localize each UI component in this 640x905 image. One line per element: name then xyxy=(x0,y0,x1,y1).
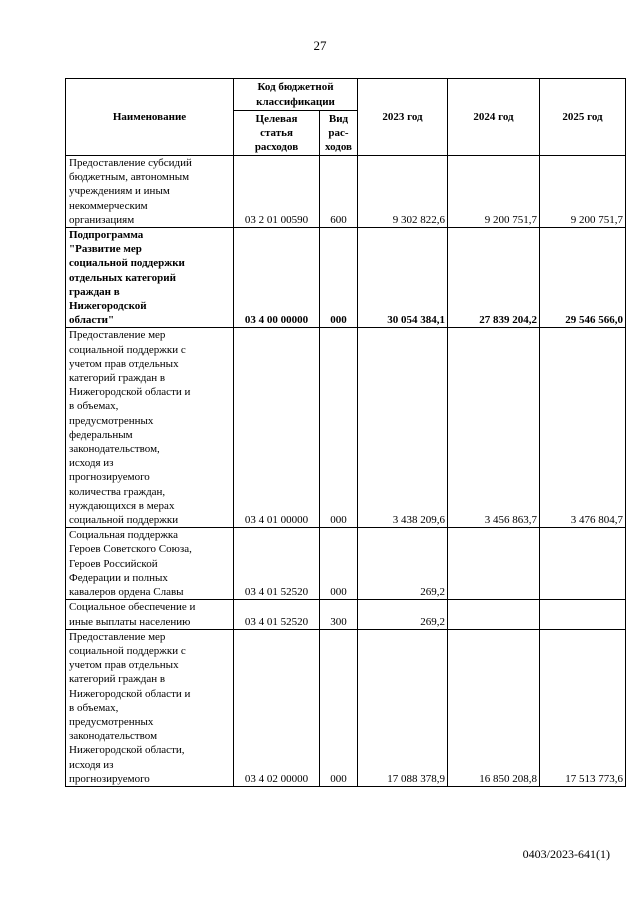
row-name: Подпрограмма "Развитие мер социальной поддержки отдельных категорий граждан в Нижегородской области" xyxy=(66,228,234,328)
row-value-2024: 16 850 208,8 xyxy=(448,629,540,786)
row-value-2023: 269,2 xyxy=(358,528,448,600)
row-expense-type: 300 xyxy=(320,600,358,629)
row-target-article: 03 4 01 52520 xyxy=(234,600,320,629)
table-row xyxy=(66,528,626,600)
row-value-2023: 9 302 822,6 xyxy=(358,156,448,228)
row-name: Предоставление субсидий бюджетным, автономным учреждениям и иным некоммерческим организациям xyxy=(66,156,234,228)
row-value-2025: 3 476 804,7 xyxy=(540,328,626,528)
table-row xyxy=(66,156,626,228)
row-expense-type: 000 xyxy=(320,228,358,328)
table-row xyxy=(66,228,626,328)
row-value-2024: 9 200 751,7 xyxy=(448,156,540,228)
header-name: Наименование xyxy=(66,79,234,156)
row-expense-type: 000 xyxy=(320,528,358,600)
document-code: 0403/2023-641(1) xyxy=(522,847,610,861)
row-expense-type: 000 xyxy=(320,629,358,786)
row-expense-type: 000 xyxy=(320,328,358,528)
row-value-2023: 30 054 384,1 xyxy=(358,228,448,328)
row-value-2023: 17 088 378,9 xyxy=(358,629,448,786)
row-value-2024: 27 839 204,2 xyxy=(448,228,540,328)
table-row xyxy=(66,629,626,786)
row-value-2025: 17 513 773,6 xyxy=(540,629,626,786)
header-year-2023: 2023 год xyxy=(358,79,448,156)
row-name: Предоставление мер социальной поддержки с учетом прав отдельных категорий граждан в Нижегородской области и в объемах, предусмотренных федеральным законодательством, исходя из прогнозируемого количества граждан, нуждающихся в мерах социальной поддержки xyxy=(66,328,234,528)
row-value-2024 xyxy=(448,528,540,600)
row-name: Предоставление мер социальной поддержки с учетом прав отдельных категорий граждан в Нижегородской области и в объемах, предусмотренных законодательством Нижегородской области, исходя из прогнозируемого xyxy=(66,629,234,786)
row-target-article: 03 4 00 00000 xyxy=(234,228,320,328)
row-name: Социальное обеспечение и иные выплаты населению xyxy=(66,600,234,629)
row-value-2025: 29 546 566,0 xyxy=(540,228,626,328)
table-row xyxy=(66,600,626,629)
row-value-2025 xyxy=(540,528,626,600)
budget-table xyxy=(65,78,626,787)
row-target-article: 03 4 01 52520 xyxy=(234,528,320,600)
row-value-2025 xyxy=(540,600,626,629)
row-name: Социальная поддержка Героев Советского Союза, Героев Российской Федерации и полных кавалеров ордена Славы xyxy=(66,528,234,600)
row-value-2023: 3 438 209,6 xyxy=(358,328,448,528)
row-value-2023: 269,2 xyxy=(358,600,448,629)
table-row xyxy=(66,328,626,528)
row-value-2024 xyxy=(448,600,540,629)
header-target-article: Целевая статья расходов xyxy=(234,111,320,156)
header-year-2025: 2025 год xyxy=(540,79,626,156)
header-budget-code-group: Код бюджетной классификации xyxy=(234,79,358,111)
header-expense-type: Вид рас- ходов xyxy=(320,111,358,156)
row-target-article: 03 2 01 00590 xyxy=(234,156,320,228)
row-target-article: 03 4 01 00000 xyxy=(234,328,320,528)
row-expense-type: 600 xyxy=(320,156,358,228)
header-year-2024: 2024 год xyxy=(448,79,540,156)
row-value-2024: 3 456 863,7 xyxy=(448,328,540,528)
page-number: 27 xyxy=(313,38,327,53)
row-target-article: 03 4 02 00000 xyxy=(234,629,320,786)
row-value-2025: 9 200 751,7 xyxy=(540,156,626,228)
